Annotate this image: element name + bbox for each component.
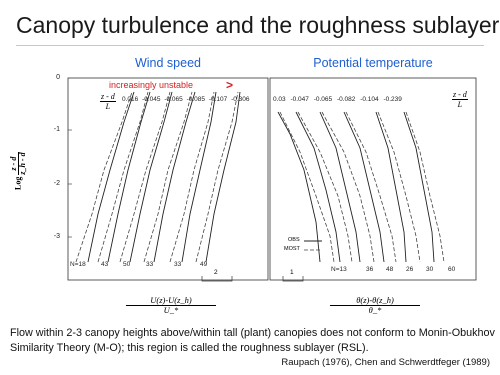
y-axis-log: Log (13, 176, 23, 190)
wind-n-5: 49 (200, 261, 208, 268)
wind-zl-4: -0.107 (208, 96, 228, 103)
wind-zl-5: -0.306 (231, 96, 250, 103)
slide-title: Canopy turbulence and the roughness sublayer (16, 12, 500, 38)
citation: Raupach (1976), Chen and Schwerdtfeger (1989) (281, 357, 490, 368)
unstable-annotation: increasingly unstable (109, 80, 194, 90)
temp-panel-title: Potential temperature (313, 56, 433, 70)
temp-n-2: 48 (386, 266, 394, 273)
temp-x-axis-label: $\frac{\theta(z)-\theta(z\_h)}{\theta\_*}$ (330, 296, 420, 315)
temp-zl-values (273, 96, 402, 103)
ytick-3: -3 (53, 233, 60, 240)
temp-obs-lines (278, 112, 434, 262)
temp-n-5: 60 (448, 266, 456, 273)
y-axis-den: z_h - d (18, 152, 27, 175)
temp-n-3: 26 (406, 266, 414, 273)
temp-zl-4: -0.104 (360, 96, 379, 103)
y-axis-num: z - d (10, 152, 19, 174)
wind-y-ticks (68, 130, 72, 237)
temp-panel-frame (270, 78, 476, 280)
temp-most-lines (280, 112, 444, 262)
ytick-2: -2 (53, 180, 60, 187)
wind-zl-values (122, 96, 250, 103)
ytick-0: 0 (56, 74, 60, 81)
wind-zl-1: -0.045 (142, 96, 161, 103)
body-text: Flow within 2-3 canopy heights above/within tall (plant) canopies does not conform to Monin-Obukhov Similarity Theory (M-O); this region is called the roughness sublayer (RSL). (10, 327, 495, 354)
temp-n-1: 36 (366, 266, 374, 273)
unstable-arrow: > (226, 78, 234, 92)
temp-legend (304, 241, 322, 250)
wind-n-1: 43 (101, 261, 109, 268)
temp-zl-5: -0.239 (383, 96, 402, 103)
temp-n-4: 30 (426, 266, 434, 273)
wind-zl-0: 0.016 (122, 96, 139, 103)
wind-zl-label: $\frac{z - d}{L}$ (101, 92, 115, 111)
wind-n-0: N=18 (70, 261, 86, 268)
temp-n-0: N=13 (331, 266, 347, 273)
wind-zl-3: -0.085 (186, 96, 206, 103)
temp-zl-3: -0.082 (336, 96, 356, 103)
wind-x-axis-label: $\frac{U(z)-U(z\_h)}{U\_*}$ (126, 296, 216, 315)
temp-zl-1: -0.047 (290, 96, 309, 103)
temp-zl-label: $\frac{z - d}{L}$ (453, 90, 467, 109)
temp-scale-label: 1 (290, 269, 294, 276)
wind-n-3: 33 (146, 261, 154, 268)
temp-zl-0: 0.03 (273, 96, 286, 103)
legend-most-label: MOST (284, 246, 300, 252)
wind-n-2: 50 (123, 261, 131, 268)
legend-obs-label: OBS (288, 237, 300, 243)
wind-most-lines (76, 92, 238, 262)
wind-zl-2: -0.065 (164, 96, 183, 103)
temp-zl-2: -0.065 (313, 96, 333, 103)
wind-panel-title: Wind speed (134, 56, 201, 70)
wind-n-4: 33 (174, 261, 182, 268)
ytick-1: -1 (53, 126, 60, 133)
wind-scale-label: 2 (214, 269, 218, 276)
wind-obs-lines (88, 92, 240, 262)
